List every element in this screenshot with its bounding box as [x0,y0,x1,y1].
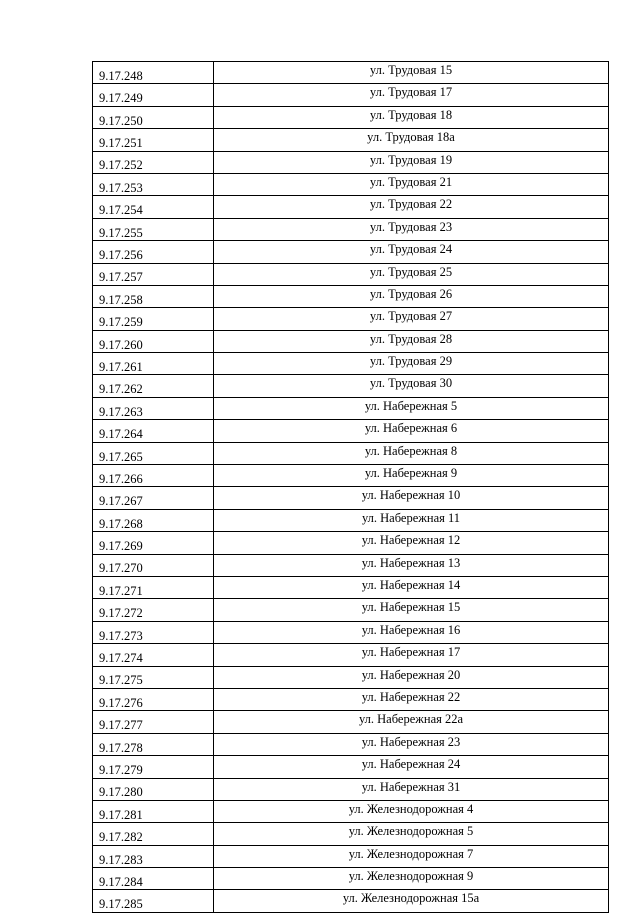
table-row [93,800,609,822]
table-row [93,868,609,890]
row-number-cell: 9.17.252 [93,151,214,173]
table-row [93,375,609,397]
row-number-cell: 9.17.266 [93,465,214,487]
address-cell: ул. Набережная 13 [214,554,609,576]
row-number-cell: 9.17.258 [93,285,214,307]
row-number-cell: 9.17.273 [93,621,214,643]
address-cell: ул. Набережная 23 [214,733,609,755]
table-row [93,330,609,352]
row-number-cell: 9.17.262 [93,375,214,397]
address-cell: ул. Трудовая 27 [214,308,609,330]
address-cell: ул. Набережная 22а [214,711,609,733]
row-number-cell: 9.17.254 [93,196,214,218]
address-cell: ул. Набережная 31 [214,778,609,800]
table-row [93,688,609,710]
table-row [93,151,609,173]
table-row [93,397,609,419]
row-number-cell: 9.17.277 [93,711,214,733]
address-table [92,61,609,913]
table-row [93,308,609,330]
table-row [93,890,609,912]
table-row [93,644,609,666]
address-cell: ул. Набережная 8 [214,442,609,464]
table-row [93,420,609,442]
address-cell: ул. Трудовая 17 [214,84,609,106]
address-cell: ул. Набережная 9 [214,465,609,487]
table-row [93,263,609,285]
table-row [93,196,609,218]
table-row [93,241,609,263]
row-number-cell: 9.17.278 [93,733,214,755]
address-cell: ул. Набережная 15 [214,599,609,621]
address-cell: ул. Трудовая 25 [214,263,609,285]
table-row [93,621,609,643]
address-cell: ул. Трудовая 24 [214,241,609,263]
table-row [93,576,609,598]
table-row [93,487,609,509]
table-row [93,756,609,778]
table-row [93,733,609,755]
row-number-cell: 9.17.250 [93,106,214,128]
row-number-cell: 9.17.248 [93,62,214,84]
row-number-cell: 9.17.263 [93,397,214,419]
row-number-cell: 9.17.284 [93,868,214,890]
table-row [93,845,609,867]
row-number-cell: 9.17.274 [93,644,214,666]
row-number-cell: 9.17.275 [93,666,214,688]
row-number-cell: 9.17.282 [93,823,214,845]
row-number-cell: 9.17.261 [93,353,214,375]
row-number-cell: 9.17.253 [93,173,214,195]
address-cell: ул. Трудовая 28 [214,330,609,352]
address-cell: ул. Трудовая 22 [214,196,609,218]
row-number-cell: 9.17.279 [93,756,214,778]
row-number-cell: 9.17.265 [93,442,214,464]
row-number-cell: 9.17.268 [93,509,214,531]
address-cell: ул. Набережная 16 [214,621,609,643]
address-cell: ул. Трудовая 18а [214,129,609,151]
address-cell: ул. Железнодорожная 15а [214,890,609,912]
table-row [93,532,609,554]
row-number-cell: 9.17.259 [93,308,214,330]
address-cell: ул. Железнодорожная 9 [214,868,609,890]
address-cell: ул. Набережная 6 [214,420,609,442]
row-number-cell: 9.17.267 [93,487,214,509]
table-row [93,554,609,576]
table-row [93,84,609,106]
address-cell: ул. Трудовая 15 [214,62,609,84]
row-number-cell: 9.17.251 [93,129,214,151]
address-cell: ул. Набережная 11 [214,509,609,531]
address-cell: ул. Трудовая 29 [214,353,609,375]
table-row [93,62,609,84]
table-row [93,599,609,621]
row-number-cell: 9.17.270 [93,554,214,576]
address-cell: ул. Набережная 20 [214,666,609,688]
table-row [93,173,609,195]
row-number-cell: 9.17.260 [93,330,214,352]
table-row [93,509,609,531]
table-row [93,465,609,487]
row-number-cell: 9.17.249 [93,84,214,106]
row-number-cell: 9.17.271 [93,576,214,598]
address-cell: ул. Набережная 17 [214,644,609,666]
address-cell: ул. Железнодорожная 4 [214,800,609,822]
address-cell: ул. Трудовая 23 [214,218,609,240]
address-cell: ул. Набережная 10 [214,487,609,509]
row-number-cell: 9.17.264 [93,420,214,442]
address-cell: ул. Трудовая 30 [214,375,609,397]
row-number-cell: 9.17.272 [93,599,214,621]
address-cell: ул. Трудовая 21 [214,173,609,195]
address-table-body [93,62,609,913]
address-cell: ул. Набережная 22 [214,688,609,710]
address-cell: ул. Трудовая 19 [214,151,609,173]
table-row [93,778,609,800]
address-cell: ул. Железнодорожная 7 [214,845,609,867]
address-cell: ул. Набережная 5 [214,397,609,419]
row-number-cell: 9.17.257 [93,263,214,285]
row-number-cell: 9.17.285 [93,890,214,912]
row-number-cell: 9.17.256 [93,241,214,263]
table-row [93,711,609,733]
address-cell: ул. Трудовая 26 [214,285,609,307]
table-row [93,285,609,307]
row-number-cell: 9.17.281 [93,800,214,822]
row-number-cell: 9.17.269 [93,532,214,554]
table-row [93,106,609,128]
table-row [93,442,609,464]
address-cell: ул. Набережная 12 [214,532,609,554]
table-row [93,666,609,688]
row-number-cell: 9.17.255 [93,218,214,240]
table-row [93,129,609,151]
address-cell: ул. Набережная 14 [214,576,609,598]
table-row [93,353,609,375]
address-cell: ул. Железнодорожная 5 [214,823,609,845]
row-number-cell: 9.17.280 [93,778,214,800]
address-cell: ул. Трудовая 18 [214,106,609,128]
row-number-cell: 9.17.283 [93,845,214,867]
table-row [93,218,609,240]
row-number-cell: 9.17.276 [93,688,214,710]
address-cell: ул. Набережная 24 [214,756,609,778]
table-row [93,823,609,845]
